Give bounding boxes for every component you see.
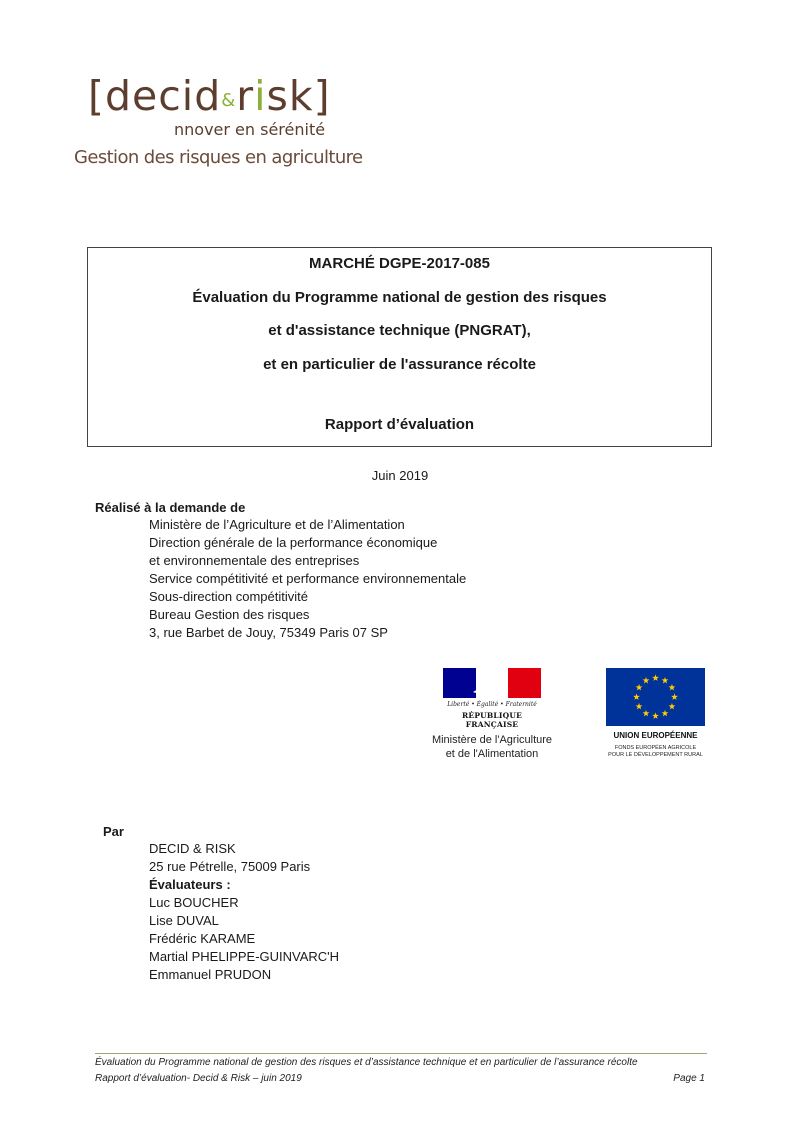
eu-star	[669, 703, 676, 710]
ministry-caption-line: et de l'Alimentation	[445, 748, 539, 760]
eu-star	[633, 693, 640, 700]
evaluator-name: Frédéric KARAME	[149, 931, 256, 946]
logo-wordmark: [decid&risk]	[88, 72, 331, 120]
requester-line: et environnementale des entreprises	[149, 553, 360, 568]
requester-line: Bureau Gestion des risques	[149, 607, 310, 622]
footer-line-2: Rapport d’évaluation- Decid & Risk – juin 2019	[95, 1073, 302, 1084]
report-title-line-1: Évaluation du Programme national de gestion des risques	[192, 289, 607, 306]
evaluators-label: Évaluateurs :	[149, 877, 231, 892]
author-block	[149, 840, 339, 984]
ministry-caption-line: Ministère de l'Agriculture	[431, 734, 553, 746]
eu-name: UNION EUROPÉENNE	[613, 731, 698, 740]
evaluator-name: Luc BOUCHER	[149, 895, 239, 910]
eu-star	[662, 677, 669, 684]
footer-divider	[95, 1053, 707, 1054]
report-type: Rapport d’évaluation	[324, 416, 475, 433]
title-box	[87, 247, 712, 447]
requester-line: Service compétitivité et performance environnementale	[149, 571, 467, 586]
evaluator-name: Lise DUVAL	[149, 913, 219, 928]
eu-star	[652, 674, 659, 681]
eu-star	[662, 710, 669, 717]
requester-heading: Réalisé à la demande de	[95, 500, 246, 515]
eu-flag	[606, 668, 705, 726]
eu-star	[636, 703, 643, 710]
republic-motto: Liberté • Égalité • Fraternité	[447, 701, 537, 708]
logo-subtitle: Gestion des risques en agriculture	[74, 147, 363, 168]
author-address: 25 rue Pétrelle, 75009 Paris	[149, 859, 311, 874]
report-title-line-2: et d'assistance technique (PNGRAT),	[268, 322, 531, 339]
requester-line: Ministère de l’Agriculture et de l’Alimentation	[149, 517, 405, 532]
republic-name: RÉPUBLIQUE FRANÇAISE	[461, 711, 523, 729]
author-heading: Par	[103, 824, 124, 839]
requester-address	[149, 516, 466, 642]
contract-number: MARCHÉ DGPE-2017-085	[309, 255, 490, 272]
eu-star	[652, 712, 659, 719]
footer-line-1: Évaluation du Programme national de gestion des risques et d’assistance technique et en particulier de l’assurance récolte	[95, 1057, 638, 1068]
ministry-caption	[420, 733, 564, 761]
republique-francaise-logo	[443, 668, 541, 729]
eu-star	[671, 693, 678, 700]
evaluator-name: Martial PHELIPPE-GUINVARC'H	[149, 949, 340, 964]
eu-fund	[596, 745, 715, 759]
requester-line: Sous-direction compétitivité	[149, 589, 308, 604]
eu-fund-line: POUR LE DÉVELOPPEMENT RURAL	[608, 752, 703, 758]
report-title-line-3: et en particulier de l'assurance récolte	[263, 356, 536, 373]
eu-star	[643, 710, 650, 717]
page-number: Page 1	[673, 1073, 705, 1084]
report-date: Juin 2019	[371, 468, 429, 483]
logo-tagline: nnover en sérénité	[174, 120, 326, 139]
evaluator-name: Emmanuel PRUDON	[149, 967, 272, 982]
eu-star	[669, 684, 676, 691]
eu-star	[636, 684, 643, 691]
decid-risk-logo	[74, 62, 364, 172]
eu-star	[643, 677, 650, 684]
marianne-profile-icon	[465, 670, 519, 698]
eu-fund-line: FONDS EUROPÉEN AGRICOLE	[614, 745, 697, 751]
requester-line: Direction générale de la performance économique	[149, 535, 438, 550]
eu-stars-icon	[606, 668, 705, 726]
requester-line: 3, rue Barbet de Jouy, 75349 Paris 07 SP	[149, 625, 388, 640]
author-company: DECID & RISK	[149, 841, 236, 856]
